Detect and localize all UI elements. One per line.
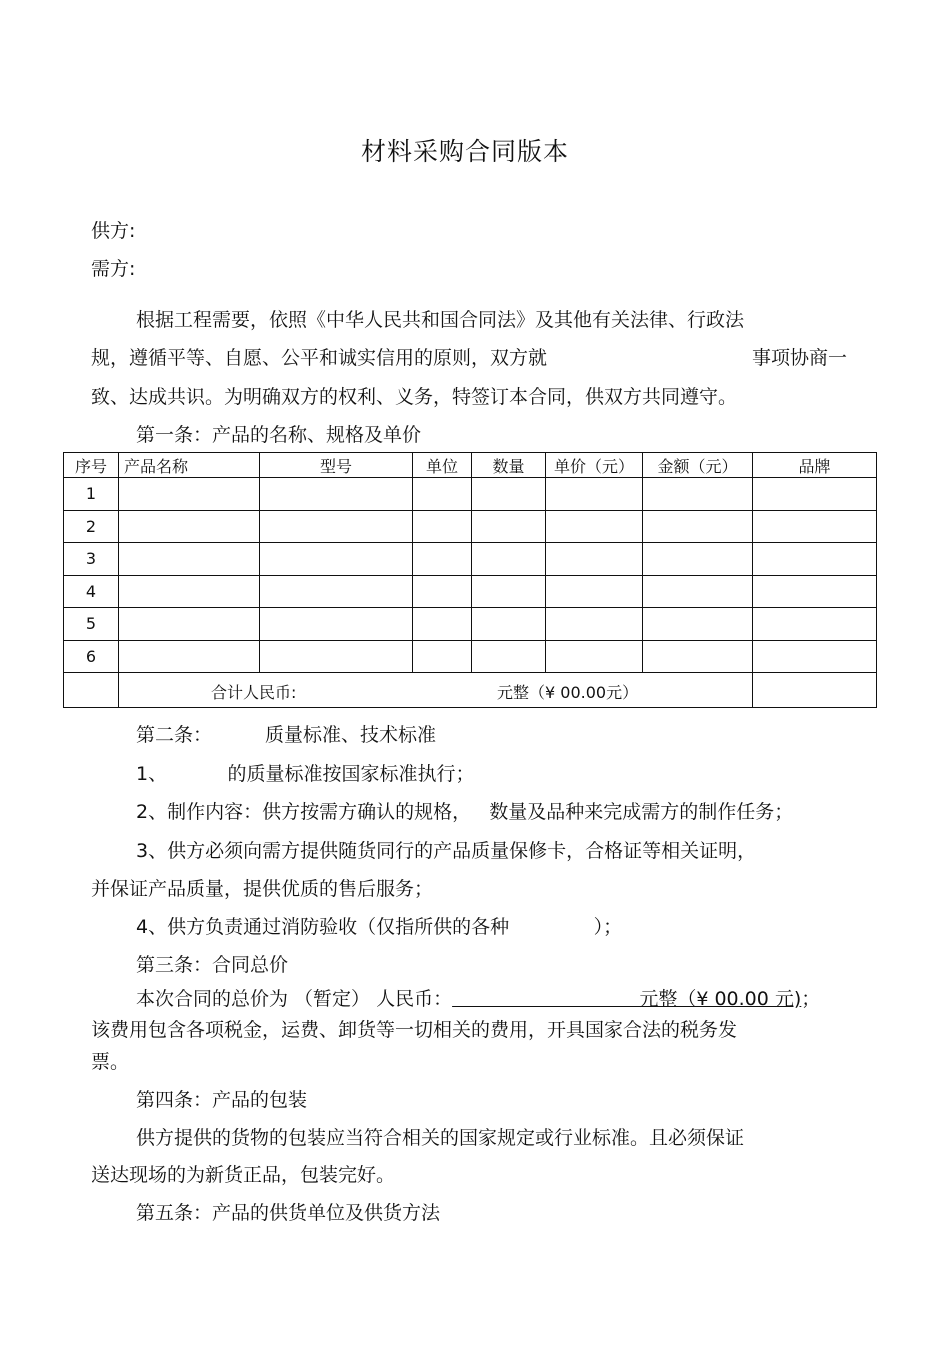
article-3-heading: 第三条：合同总价 — [136, 954, 289, 976]
preamble-line-2: 规，遵循平等、自愿、公平和诚实信用的原则，双方就 — [91, 347, 548, 369]
product-table — [63, 452, 877, 708]
article-2-heading: 第二条： — [136, 724, 213, 746]
article-3-line-2: 该费用包含各项税金，运费、卸货等一切相关的费用，开具国家合法的税务发 — [91, 1019, 738, 1041]
total-price-field: 元整（¥ 00.00 元) — [452, 988, 802, 1010]
table-cell — [753, 478, 877, 511]
row-number: 6 — [64, 640, 119, 673]
table-header-row — [64, 453, 877, 478]
article-2-item-3: 3、供方必须向需方提供随货同行的产品质量保修卡，合格证等相关证明， — [136, 840, 757, 862]
table-cell — [472, 575, 546, 608]
table-cell — [260, 510, 413, 543]
table-cell — [472, 478, 546, 511]
table-cell — [472, 608, 546, 641]
table-cell — [753, 673, 877, 708]
table-cell — [753, 575, 877, 608]
preamble-line-1: 根据工程需要，依照《中华人民共和国合同法》及其他有关法律、行政法 — [136, 309, 745, 331]
table-cell — [643, 510, 753, 543]
table-cell — [119, 640, 260, 673]
total-row — [64, 673, 877, 708]
column-header: 数量 — [472, 453, 546, 478]
row-number: 3 — [64, 543, 119, 576]
article-2-item-2: 2、制作内容：供方按需方确认的规格， 数量及品种来完成需方的制作任务； — [136, 801, 794, 823]
column-header: 产品名称 — [119, 453, 260, 478]
table-cell — [119, 478, 260, 511]
preamble-line-2-end: 事项协商一 — [752, 347, 848, 369]
column-header: 序号 — [64, 453, 119, 478]
table-cell — [260, 608, 413, 641]
table-cell — [119, 543, 260, 576]
table-cell — [119, 575, 260, 608]
table-cell — [119, 510, 260, 543]
table-cell — [119, 608, 260, 641]
table-row — [64, 510, 877, 543]
article-4-line-1: 供方提供的货物的包装应当符合相关的国家规定或行业标准。且必须保证 — [136, 1127, 745, 1149]
article-3-line-3: 票。 — [91, 1051, 130, 1073]
table-cell — [413, 608, 472, 641]
table-cell — [64, 673, 119, 708]
article-3-line-1-suffix: ； — [801, 988, 821, 1010]
row-number: 2 — [64, 510, 119, 543]
table-cell — [413, 510, 472, 543]
row-number: 4 — [64, 575, 119, 608]
table-cell — [643, 543, 753, 576]
table-cell — [260, 575, 413, 608]
article-5-heading: 第五条：产品的供货单位及供货方法 — [136, 1202, 441, 1224]
table-cell — [546, 510, 643, 543]
table-cell — [260, 640, 413, 673]
table-row — [64, 640, 877, 673]
table-cell — [753, 608, 877, 641]
table-cell — [260, 478, 413, 511]
article-2-item-4: 4、供方负责通过消防验收（仅指所供的各种 ）； — [136, 916, 623, 938]
total-value: 元整（¥ 00.00元） — [497, 683, 639, 702]
table-cell — [472, 640, 546, 673]
article-2-item-1: 1、 的质量标准按国家标准执行； — [136, 763, 475, 785]
article-3-line-1-prefix: 本次合同的总价为 （暂定） 人民币： — [136, 988, 453, 1010]
table-cell — [643, 575, 753, 608]
table-cell — [413, 640, 472, 673]
row-number: 5 — [64, 608, 119, 641]
table-cell — [413, 543, 472, 576]
preamble-line-3: 致、达成共识。为明确双方的权利、义务，特签订本合同，供双方共同遵守。 — [91, 386, 738, 408]
table-row — [64, 478, 877, 511]
table-cell — [546, 640, 643, 673]
table-row — [64, 543, 877, 576]
table-row — [64, 575, 877, 608]
column-header: 型号 — [260, 453, 413, 478]
table-cell — [546, 478, 643, 511]
total-cell — [119, 673, 753, 708]
table-cell — [260, 543, 413, 576]
document-title: 材料采购合同版本 — [360, 137, 569, 166]
column-header: 单位 — [413, 453, 472, 478]
table-cell — [643, 608, 753, 641]
column-header: 品牌 — [753, 453, 877, 478]
total-label: 合计人民币: — [211, 683, 297, 702]
table-cell — [643, 478, 753, 511]
column-header: 单价（元） — [546, 453, 643, 478]
table-cell — [546, 575, 643, 608]
table-cell — [413, 478, 472, 511]
article-2-item-3-cont: 并保证产品质量，提供优质的售后服务； — [91, 878, 434, 900]
article-4-heading: 第四条：产品的包装 — [136, 1089, 308, 1111]
article-3-line-1 — [136, 986, 820, 1012]
article-1-heading: 第一条：产品的名称、规格及单价 — [136, 424, 422, 446]
supplier-label: 供方: — [91, 220, 136, 242]
table-cell — [472, 543, 546, 576]
table-cell — [472, 510, 546, 543]
table-cell — [753, 640, 877, 673]
table-cell — [753, 510, 877, 543]
article-2-heading-text: 质量标准、技术标准 — [265, 724, 437, 746]
article-4-line-2: 送达现场的为新货正品，包装完好。 — [91, 1164, 396, 1186]
table-cell — [643, 640, 753, 673]
column-header: 金额（元） — [643, 453, 753, 478]
table-row — [64, 608, 877, 641]
buyer-label: 需方: — [91, 258, 136, 280]
table-cell — [413, 575, 472, 608]
row-number: 1 — [64, 478, 119, 511]
table-cell — [546, 608, 643, 641]
table-cell — [546, 543, 643, 576]
table-cell — [753, 543, 877, 576]
